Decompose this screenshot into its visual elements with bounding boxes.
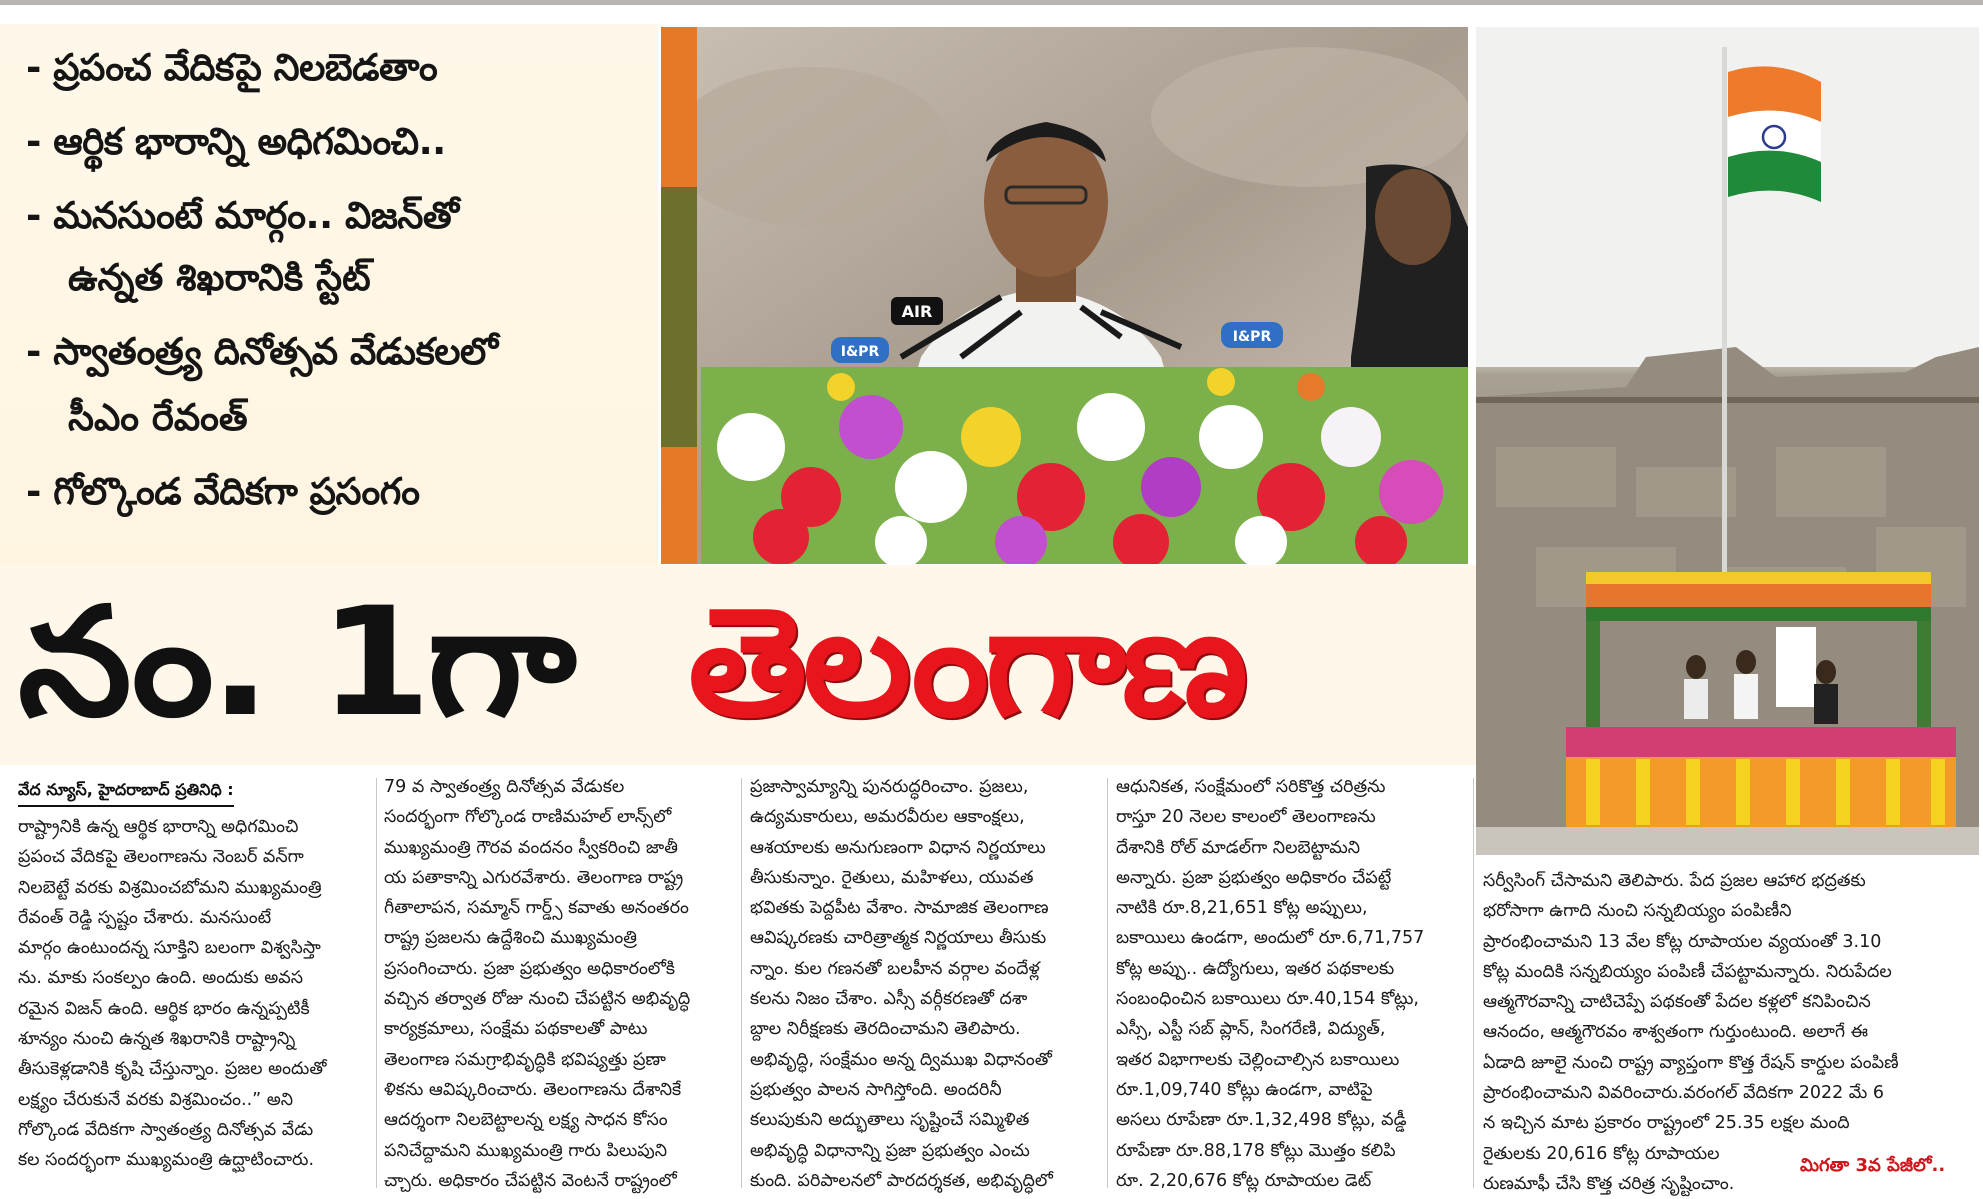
column-line: అభివృద్ధి, సంక్షేమం అన్న ద్విముఖ విధానంతో (750, 1049, 1052, 1070)
column-line: శూన్యం నుంచి ఉన్నత శిఖరానికి రాష్ట్రాన్ని (18, 1029, 296, 1050)
column-line: రైతులకు 20,616 కోట్ల రూపాయల (1483, 1143, 1720, 1164)
column-line: గోల్కొండ వేదికగా స్వాతంత్ర్య దినోత్సవ వేడు (18, 1119, 314, 1140)
column-line: చ్చారు. అధికారం చేపట్టిన వెంటనే రాష్ట్రంలో (384, 1170, 677, 1191)
column-line: ఆనందం, ఆత్మగౌరవం శాశ్వతంగా గుర్తుంటుంది. అలాగే ఈ (1483, 1022, 1869, 1043)
column-line: ఉద్యమకారులు, అమరవీరుల ఆకాంక్షలు, (750, 807, 1025, 828)
top-rule (0, 0, 1983, 5)
column-line: ప్రజాస్వామ్యాన్ని పునరుద్ధరించాం. ప్రజలు, (750, 777, 1029, 797)
column-line: ప్రభుత్వం పాలన సాగిస్తోంది. అందరినీ (750, 1079, 1002, 1100)
highlight-5: - గోల్కొండ వేదికగా ప్రసంగం (26, 470, 420, 513)
column-line: న ఇచ్చిన మాట ప్రకారం రాష్ట్రంలో 25.35 లక్షల మంది (1483, 1113, 1850, 1134)
column-line: ఆశయాలకు అనుగుణంగా విధాన నిర్ణయాలు (750, 837, 1046, 858)
highlight-4-cont: సీఎం రేవంత్ (68, 396, 248, 439)
column-line: రూ. 2,20,676 కోట్ల రూపాయల డెట్ (1116, 1170, 1372, 1191)
column-line: రూపేణా రూ.88,178 కోట్లు మొత్తం కలిపి (1116, 1140, 1396, 1161)
article-column-1 (18, 812, 368, 1176)
column-line: రాస్తూ 20 నెలల కాలంలో తెలంగాణను (1116, 807, 1376, 828)
column-line: ఆదర్శంగా నిలబెట్టాలన్న లక్ష్య సాధన కోసం (384, 1110, 668, 1131)
mic-badge-air: AIR (901, 302, 933, 321)
column-line: గీతాలాపన, సమ్మాన్ గార్డ్స్ కవాతు అనంతరం (384, 898, 689, 919)
column-line: న్నాం. కుల గణనతో బలహీన వర్గాల వందేళ్ల (750, 958, 1040, 979)
highlight-3: - మనసుంటే మార్గం.. విజన్‌తో (26, 194, 459, 237)
column-line: కోట్ల అప్పు.. ఉద్యోగులు, ఇతర పథకాలకు (1116, 958, 1395, 979)
column-line: భవితకు పెద్దపీట వేశాం. సామాజిక తెలంగాణ (750, 898, 1049, 919)
column-line: ఎస్సీ, ఎస్టీ సబ్ ప్లాన్, సింగరేణి, విద్యుత్, (1116, 1019, 1386, 1040)
column-line: తెలంగాణ సమగ్రాభివృద్ధికి భవిష్యత్తు ప్రణా (384, 1049, 666, 1070)
column-line: మార్గం ఉంటుందన్న సూక్తిని బలంగా విశ్వసిస్తా (18, 938, 321, 959)
column-line: కోట్ల మందికి సన్నబియ్యం పంపిణీ చేపట్టామన్నారు. నిరుపేదల (1483, 961, 1892, 982)
photo-cm-speaking-illustration (661, 27, 1468, 564)
column-line: య పతాకాన్ని ఎగురవేశారు. తెలంగాణ రాష్ట్ర (384, 867, 684, 888)
column-line: పనిచేద్దామని ముఖ్యమంత్రి గారు పిలుపుని (384, 1140, 668, 1161)
column-rule (741, 778, 742, 1188)
column-line: కల సందర్భంగా ముఖ్యమంత్రి ఉద్ఘాటించారు. (18, 1150, 315, 1171)
column-rule (376, 778, 377, 1188)
highlight-1: - ప్రపంచ వేదికపై నిలబెడతాం (26, 46, 438, 89)
highlights-panel (0, 24, 658, 580)
column-line: ఆత్మగౌరవాన్ని చాటిచెప్పే పథకంతో పేదల కళ్లలో కనిపించిన (1483, 992, 1871, 1013)
column-line: ను. మాకు సంకల్పం ఉంది. అందుకు అవస (18, 968, 304, 989)
column-line: ఇతర విభాగాలకు చెల్లించాల్సిన బకాయిలు (1116, 1049, 1400, 1070)
column-line: ఆవిష్కరణకు చారిత్రాత్మక నిర్ణయాలు తీసుకు (750, 928, 1047, 949)
column-line: నాటికి రూ.8,21,651 కోట్ల అప్పులు, (1116, 898, 1368, 919)
mic-badge-ipr-right: I&PR (1232, 329, 1272, 345)
column-line: కలుపుకుని అద్భుతాలు సృష్టించే సమ్మిళిత (750, 1110, 1030, 1131)
column-line: అభివృద్ధి విధానాన్ని ప్రజా ప్రభుత్వం ఎంచు (750, 1140, 1030, 1161)
column-line: సంబంధించిన బకాయిలు రూ.40,154 కోట్లు, (1116, 989, 1419, 1010)
column-line: బ్దాల నిరీక్షణకు తెరదించామని తెలిపారు. (750, 1019, 1021, 1040)
indian-flag-icon (1728, 66, 1821, 202)
column-rule (1473, 778, 1474, 1188)
byline: వేద న్యూస్, హైదరాబాద్ ప్రతినిధి : (18, 780, 234, 807)
column-rule (1107, 778, 1108, 1188)
article-column-2 (384, 772, 734, 1196)
column-line: లక్ష్యం చేరుకునే వరకు విశ్రమించం..” అని (18, 1089, 294, 1110)
article-column-5 (1483, 866, 1973, 1199)
column-line: రాష్ట్రానికి ఉన్న ఆర్థిక భారాన్ని అధిగమించి (18, 817, 299, 837)
photo-cm-speaking (661, 27, 1468, 564)
photo-golconda-flag (1476, 27, 1979, 855)
highlight-2: - ఆర్థిక భారాన్ని అధిగమించి.. (26, 120, 446, 163)
column-line: అసలు రూపేణా రూ.1,32,498 కోట్లు, వడ్డీ (1116, 1110, 1407, 1131)
continued-on-page-3: మిగతా 3వ పేజీలో.. (1800, 1155, 1946, 1176)
photo-golconda-illustration (1476, 27, 1979, 855)
highlight-4: - స్వాతంత్ర్య దినోత్సవ వేడుకలలో (26, 330, 498, 373)
column-line: సందర్భంగా గోల్కొండ రాణిమహల్ లాన్స్‌లో (384, 807, 672, 828)
highlight-3-cont: ఉన్నత శిఖరానికి స్టేట్ (68, 256, 371, 299)
column-line: ప్రారంభించామని వివరించారు.వరంగల్ వేదికగా 2022 మే 6 (1483, 1083, 1885, 1104)
column-line: నిలబెట్టే వరకు విశ్రమించబోమని ముఖ్యమంత్రి (18, 877, 322, 898)
column-line: దేశానికి రోల్ మాడల్‌గా నిలబెట్టామని (1116, 837, 1361, 858)
column-line: ప్రపంచ వేదికపై తెలంగాణను నెంబర్ వన్‌గా (18, 847, 304, 868)
column-line: 79 వ స్వాతంత్ర్య దినోత్సవ వేడుకల (384, 777, 625, 797)
column-line: బకాయిలు ఉండగా, అందులో రూ.6,71,757 (1116, 928, 1425, 949)
column-line: రూ.1,09,740 కోట్లు ఉండగా, వాటిపై (1116, 1079, 1373, 1100)
column-line: రాష్ట్ర ప్రజలను ఉద్దేశించి ముఖ్యమంత్రి (384, 928, 637, 949)
article-column-4 (1116, 772, 1466, 1196)
headline-number-one: నం. 1గా (18, 576, 573, 750)
mic-badge-ipr-left: I&PR (840, 344, 880, 360)
column-line: వచ్చిన తర్వాత రోజు నుంచి చేపట్టిన అభివృద్ధి (384, 989, 691, 1010)
column-line: కార్యక్రమాలు, సంక్షేమ పథకాలతో పాటు (384, 1019, 648, 1040)
column-line: తీసుకున్నాం. రైతులు, మహిళలు, యువత (750, 867, 1034, 888)
column-line: కలను నిజం చేశాం. ఎస్సీ వర్గీకరణతో దశా (750, 989, 1028, 1010)
column-line: ప్రారంభించామని 13 వేల కోట్ల రూపాయల వ్యయంతో 3.10 (1483, 931, 1882, 952)
column-line: రేవంత్ రెడ్డి స్పష్టం చేశారు. మనసుంటే (18, 907, 272, 928)
column-line: రుణమాఫీ చేసి కొత్త చరిత్ర సృష్టించాం. (1483, 1173, 1735, 1194)
column-line: ప్రసంగించారు. ప్రజా ప్రభుత్వం అధికారంలోకి (384, 958, 676, 979)
column-line: సర్వీసింగ్ చేసామని తెలిపారు. పేద ప్రజల ఆహార భద్రతకు (1483, 871, 1866, 891)
column-line: భరోసాగా ఉగాది నుంచి సన్నబియ్యం పంపిణీని (1483, 901, 1792, 922)
headline-telangana: తెలంగాణ (688, 576, 1245, 750)
column-line: ళికను ఆవిష్కరించారు. తెలంగాణను దేశానికే (384, 1079, 682, 1100)
column-line: తీసుకెళ్లడానికి కృషి చేస్తున్నాం. ప్రజల అందుతో (18, 1059, 327, 1080)
column-line: రమైన విజన్ ఉంది. ఆర్థిక భారం ఉన్నప్పటికీ (18, 998, 310, 1019)
column-line: ముఖ్యమంత్రి గౌరవ వందనం స్వీకరించి జాతీ (384, 837, 678, 858)
column-line: ఆధునికత, సంక్షేమంలో సరికొత్త చరిత్రను (1116, 777, 1386, 797)
column-line: ఏడాది జూలై నుంచి రాష్ట్ర వ్యాప్తంగా కొత్త రేషన్ కార్డుల పంపిణీ (1483, 1052, 1899, 1073)
article-column-3 (750, 772, 1100, 1196)
column-line: అన్నారు. ప్రజా ప్రభుత్వం అధికారం చేపట్టే (1116, 867, 1392, 888)
column-line: కుంది. పరిపాలనలో పారదర్శకత, అభివృద్ధిలో (750, 1170, 1053, 1191)
